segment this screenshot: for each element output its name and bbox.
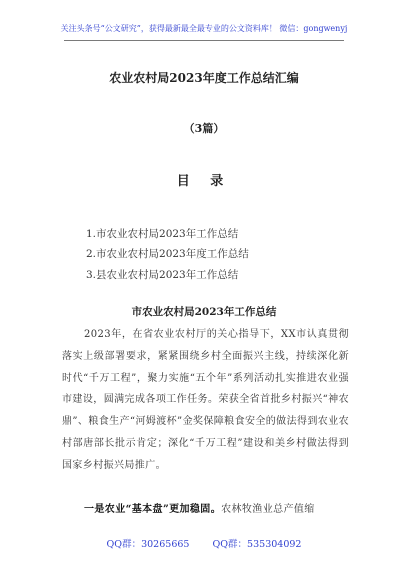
promo-header: 关注头条号“公文研究”，获得最新最全最专业的公文资料库！ 微信：gongwenyj — [60, 24, 348, 33]
toc-item-2[interactable]: 2.市农业农村局2023年度工作总结 — [86, 248, 249, 260]
body-paragraph-2 — [62, 499, 349, 521]
section-title: 市农业农村局2023年工作总结 — [131, 306, 277, 318]
document-title: 农业农村局2023年度工作总结汇编 — [109, 71, 299, 85]
qq-group-2: QQ群：535304092 — [212, 539, 302, 550]
body-paragraph-1: 2023年，在省农业农村厅的关心指导下，XX市认真贯彻落实上级部署要求，紧紧围绕乡村全面振兴主线，持续深化新时代“千万工程”，聚力实施“五个年”系列活动扎实推进农业强市建设，圆满完成各项工作任务。荣获全省首批乡村振兴“神农鼎”、粮食生产“河姆渡杯”金奖保障粮食安全的做法得到农业农村部唐部长批示肯定；深化“千万工程”建设和美乡村做法得到国家乡村振兴局推广。 — [62, 329, 349, 471]
paragraph-text: 农林牧渔业总产值缩 — [221, 504, 315, 515]
paragraph-lead: 一是农业“基本盘”更加稳固。 — [84, 504, 222, 515]
toc-item-3[interactable]: 3.县农业农村局2023年工作总结 — [86, 269, 239, 281]
document-count: （3篇） — [183, 122, 225, 135]
qq-footer — [0, 536, 408, 550]
header-divider — [64, 40, 344, 41]
toc-heading: 目 录 — [176, 174, 232, 189]
qq-group-1: QQ群：30265665 — [106, 539, 190, 550]
toc-item-1[interactable]: 1.市农业农村局2023年工作总结 — [86, 228, 239, 240]
